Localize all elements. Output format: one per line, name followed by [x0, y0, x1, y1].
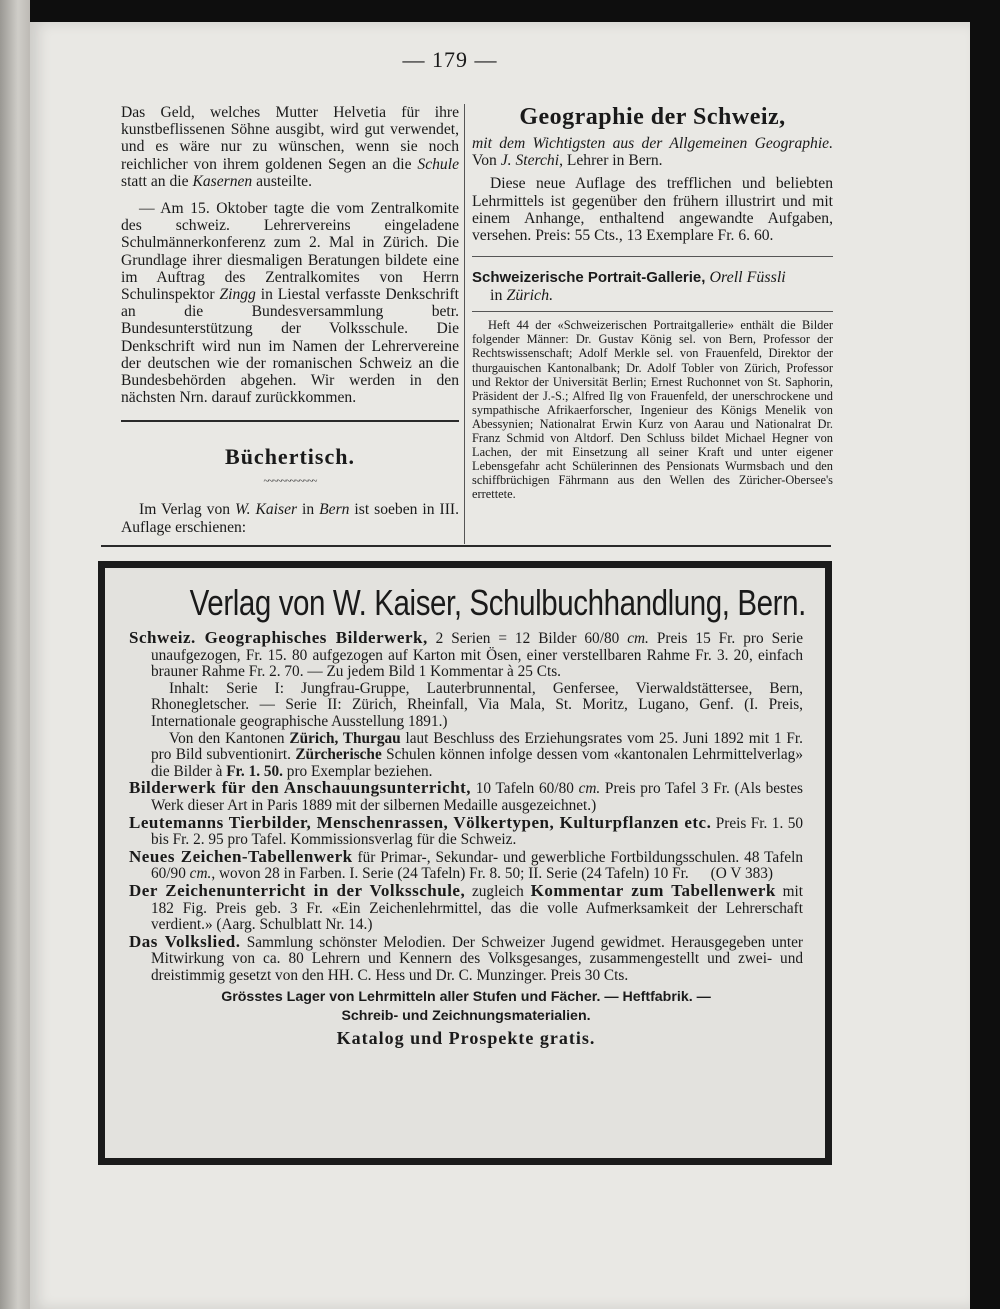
text-run: statt an die [121, 172, 193, 190]
text-run: , Lehrer in Bern. [559, 152, 663, 170]
left-column [121, 104, 459, 542]
previous-page-edge [0, 0, 30, 1309]
text-run-bold: Zürcherische [295, 746, 382, 764]
text-run: laut Beschluss des Erziehungsrates vom 25. Juni 1892 mit 1 Fr. pro Bild subventionirt. [151, 729, 804, 764]
text-run: pro Exemplar beziehen. [282, 762, 433, 780]
right-column [472, 104, 833, 501]
section-rule [472, 311, 833, 312]
text-run-bold: Zürich, Thurgau [289, 729, 401, 747]
item-heading: Schweiz. Geographisches Bilderwerk, [129, 628, 428, 647]
text-run: Schulen können infolge dessen vom «kantonalen Lehrmittelverlag» die Bilder à [151, 746, 803, 780]
text-run: in Liestal verfasste Denkschrift an die Bundesversammlung betr. Bundesunterstützung der Volksschule. Die Denkschrift wird nun im Namen der Lehrervereine der deutschen wie der romanischen Schweiz an die Bundesbehörden abgehen. Wir werden in den nächsten Nrn. darauf zurückkommen. [121, 286, 459, 407]
text-run: Preis Fr. 1. 50 bis Fr. 2. 95 pro Tafel. Kommissionsverlag für die Schweiz. [151, 814, 803, 849]
text-run: , wovon 28 in Farben. I. Serie (24 Tafeln) Fr. 8. 50; II. Serie (24 Tafeln) 10 Fr. [211, 865, 689, 883]
ad-footer-lager: Grösstes Lager von Lehrmitteln aller Stufen und Fächer. — Heftfabrik. — [221, 989, 711, 1006]
geographie-title: Geographie der Schweiz, [519, 104, 786, 130]
ad-item-zeichen-tabellenwerk [129, 846, 803, 883]
text-run-bold: Schweizerische Portrait-Gallerie, [472, 269, 706, 287]
helvetia-paragraph [121, 104, 459, 190]
ad-item-bilderwerk-schweiz [129, 630, 803, 681]
text-run-italic: Orell Füssli [709, 269, 786, 287]
column-separator [464, 104, 465, 544]
advertisement-title: Verlag von W. Kaiser, Schulbuchhandlung, Bern. [189, 582, 806, 623]
text-run: 2 Serien = 12 Bilder 60/80 [427, 630, 628, 647]
text-run: austeilte. [252, 172, 312, 190]
item-heading: Das Volkslied. [129, 931, 241, 951]
text-run-italic: cm. [627, 630, 649, 647]
item-heading: Leutemanns Tierbilder, Menschenrassen, Völkertypen, Kulturpflanzen etc. [129, 812, 712, 832]
item-heading: Kommentar zum Tabellenwerk [530, 880, 776, 900]
text-run-italic: cm. [578, 780, 601, 798]
text-run: Von [472, 152, 501, 170]
ad-item-anschauungsunterricht [129, 780, 803, 814]
text-run: Preis pro Tafel 3 Fr. (Als bestes Werk dieser Art in Paris 1889 mit der silbernen Medaille ausgezeichnet.) [151, 780, 803, 814]
text-run: — Am 15. Oktober tagte die vom Zentralkomite des schweiz. Lehrervereins eingeladene Schulmännerkonferenz zum 2. Mal in Zürich. Die Grundlage ihrer diesmaligen Beratungen bildete eine im Auftrag des Zentralkomites von Herrn Schulinspektor [121, 200, 459, 304]
page-number: — 179 — [402, 47, 498, 72]
item-heading: Bilderwerk für den Anschauungsunterricht, [129, 778, 472, 798]
text-run-italic: cm. [189, 865, 212, 883]
buechertisch-heading: Büchertisch. [225, 444, 355, 470]
portrait-gallerie-text: Heft 44 der «Schweizerischen Portraitgallerie» enthält die Bilder folgender Männer: Dr. Gustav König sel. von Bern, Professor der Rechtswissenschaft; Adolf Merkle sel. von Frauenfeld, Direktor der thurgauischen Kantonalbank; Dr. Adolf Tobler von Zürich, Professor und Rektor der Universität Berlin; Ernest Ruchonnet von St. Saphorin, Präsident der J.-S.; Alfred Ilg von Frauenfeld, der unerschrockene und sympathische Afrikaerforscher, Ingenieur des Königs Menelik von Abessynien; Nationalrat Erwin Kurz von Aarau und Nationalrat Dr. Franz Schmid von Altdorf. Den Schluss bildet Michael Hegner von Lachen, der mit Einsetzung all seiner Kraft und unter eigener Lebensgefahr acht Schülerinnen des Pensionats Wurmsbach und den schiffbrüchigen Fährmann aus den Wellen des Züricher-Obersee's errettete. [472, 318, 833, 502]
text-run-italic: Zingg [219, 286, 256, 304]
text-run-italic: W. Kaiser [235, 501, 298, 519]
ad-item-inhalt: Inhalt: Serie I: Jungfrau-Gruppe, Lauterbrunnental, Genfersee, Vierwaldstättersee, Bern, Rhonegletscher. — Serie II: Zürich, Rheinfall, Via Mala, St. Moritz, Lugano, Genf. (I. Preis, Internationale geographische Ausstellung 1891.) [151, 679, 803, 730]
text-run-italic: Bern [319, 501, 350, 519]
conference-paragraph [121, 200, 459, 406]
advertisement-box [98, 561, 832, 1165]
text-run: 10 Tafeln 60/80 [471, 780, 579, 798]
geographie-subtitle [472, 135, 833, 169]
text-run-bold: Fr. 1. 50. [226, 762, 283, 780]
item-heading: Der Zeichenunterricht in der Volksschule, [129, 880, 466, 900]
text-run: Im Verlag von [139, 501, 236, 519]
text-run: Preis 15 Fr. pro Serie unaufgezogen, Fr. 15. 80 aufgezogen auf Karton mit Ösen, einer verstellbaren Rahme Fr. 3. 20, einfach brauner Rahme Fr. 2. 70. — Zu jedem Bild 1 Kommentar à 25 Cts. [151, 630, 804, 681]
text-run: mit 182 Fig. Preis geb. 3 Fr. «Ein Zeichenlehrmittel, das die volle Aufmerksamkeit der Lehrerschaft verdient.» (Aarg. Schulblatt Nr. 14.) [151, 882, 803, 934]
text-run-italic: Kasernen [192, 172, 253, 190]
text-run: zugleich [465, 882, 531, 900]
ad-item-volkslied [129, 931, 803, 985]
item-heading: Neues Zeichen-Tabellenwerk [129, 846, 353, 866]
portrait-gallerie-heading [472, 269, 833, 305]
text-run: Sammlung schönster Melodien. Der Schweizer Jugend gewidmet. Herausgegeben unter Mitwirkung von ca. 80 Lehrern und Kennern des Volksgesanges, zusammengestellt und zwei- und dreistimmig gesetzt von den HH. C. Hess und Dr. C. Munzinger. Preis 30 Cts. [151, 933, 803, 984]
verlag-paragraph [121, 501, 459, 535]
geographie-description: Diese neue Auflage des trefflichen und beliebten Lehrmittels ist gegenüber den frühern illustrirt und mit einem Anhange, enthaltend angewandte Aufgaben, versehen. Preis: 55 Cts., 13 Exemplare Fr. 6. 60. [472, 175, 833, 245]
text-run: Von den Kantonen [169, 729, 290, 747]
text-run: für Primar-, Sekundar- und gewerbliche Fortbildungsschulen. 48 Tafeln 60/90 [151, 848, 803, 883]
page-rule [101, 545, 831, 547]
text-run-italic: Zürich. [506, 287, 554, 305]
wave-ornament: ~~~~~~~~~~~~ [263, 476, 317, 488]
text-run: ist soeben in III. Auflage erschienen: [121, 501, 459, 536]
text-run-italic: Schule [417, 155, 459, 173]
ad-item-kantone [129, 731, 803, 781]
section-rule [121, 420, 459, 422]
text-run-italic: J. Sterchi [500, 152, 560, 170]
ad-code: (O V 383) [710, 865, 773, 883]
ad-item-zeichenunterricht [129, 880, 803, 934]
text-run-italic: mit dem Wichtigsten aus der Allgemeinen Geographie. [472, 135, 833, 152]
ad-katalog: Katalog und Prospekte gratis. [336, 1028, 596, 1049]
text-run: in [297, 501, 320, 519]
ad-item-leutemanns [129, 812, 803, 849]
text-run: Das Geld, welches Mutter Helvetia für ihre kunstbeflissenen Söhne ausgibt, wird gut verwendet, und es wäre nur zu wünschen, wenn sie noch reichlicher von ihrem goldenen Segen an die [121, 104, 459, 173]
ad-footer-materialien: Schreib- und Zeichnungsmaterialien. [341, 1008, 591, 1025]
section-rule [472, 256, 833, 257]
text-run: in [490, 287, 507, 305]
